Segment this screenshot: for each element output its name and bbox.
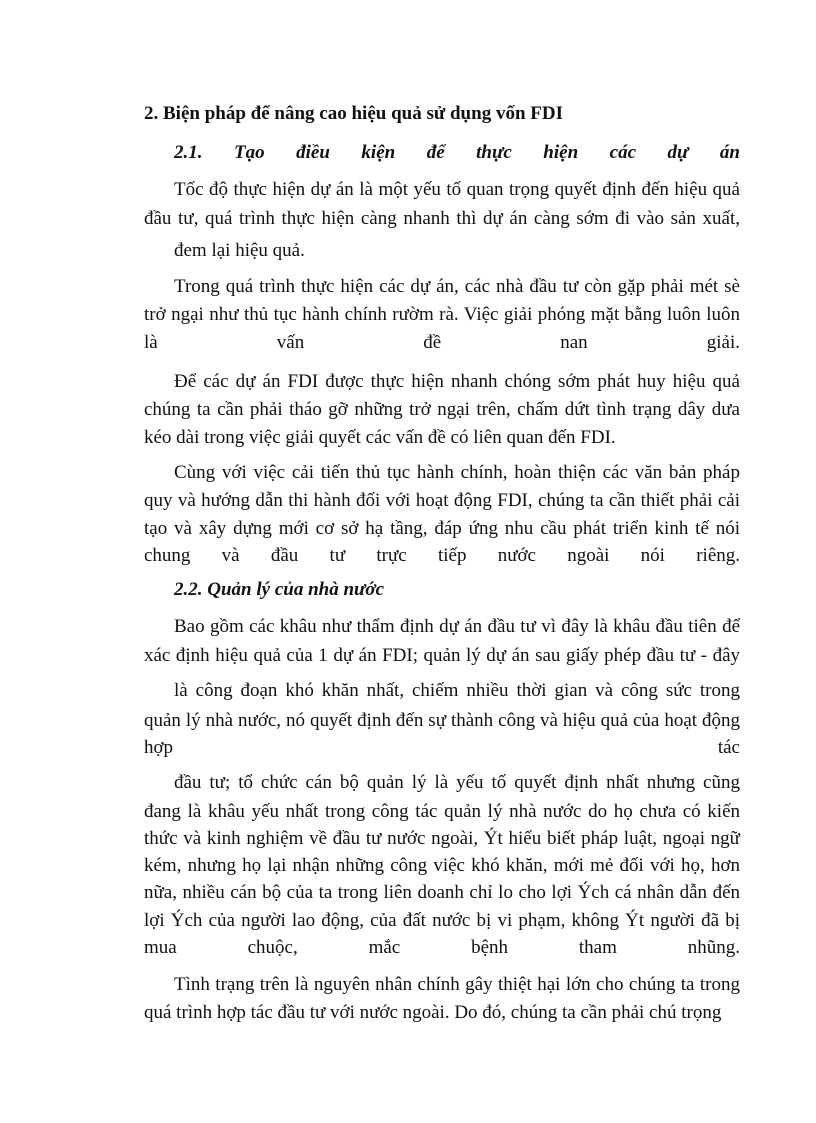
paragraph-line: thức và kinh nghiệm về đầu tư nước ngoài, Ýt hiểu biết pháp luật, ngoại ngữ <box>144 828 740 849</box>
paragraph-line: quá trình hợp tác đầu tư với nước ngoài. Do đó, chúng ta cần phải chú trọng <box>144 1002 722 1023</box>
paragraph-line: đầu tư; tổ chức cán bộ quản lý là yếu tố quyết định nhất nhưng cũng <box>174 772 740 793</box>
section-heading: 2. Biện pháp để nâng cao hiệu quả sử dụng vốn FDI <box>144 103 563 124</box>
paragraph-line: Cùng với việc cải tiến thủ tục hành chính, hoàn thiện các văn bản pháp <box>174 462 740 483</box>
paragraph-line: chung và đầu tư trực tiếp nước ngoài nói riêng. <box>144 545 740 566</box>
paragraph-line: Tình trạng trên là nguyên nhân chính gây thiệt hại lớn cho chúng ta trong <box>174 974 740 995</box>
paragraph-line: đem lại hiệu quả. <box>174 240 305 261</box>
paragraph-line: hợp tác <box>144 737 740 758</box>
paragraph-line: đầu tư, quá trình thực hiện càng nhanh thì dự án càng sớm đi vào sản xuất, <box>144 208 740 229</box>
paragraph-line: chúng ta cần phải tháo gỡ những trở ngại trên, chấm dứt tình trạng dây dưa <box>144 399 740 420</box>
paragraph-line: kéo dài trong việc giải quyết các vấn đề có liên quan đến FDI. <box>144 427 616 448</box>
subsection-heading-2-2: 2.2. Quản lý của nhà nước <box>174 579 385 600</box>
paragraph-line: xác định hiệu quả của 1 dự án FDI; quản lý dự án sau giấy phép đầu tư - đây <box>144 645 740 666</box>
paragraph-line: quy và hướng dẫn thi hành đối với hoạt động FDI, chúng ta cần thiết phải cải <box>144 490 740 511</box>
subsection-heading-2-1: 2.1. Tạo điều kiện để thực hiện các dự án <box>174 142 740 163</box>
paragraph-line: Trong quá trình thực hiện các dự án, các nhà đầu tư còn gặp phải mét sè <box>174 276 740 297</box>
paragraph-line: Tốc độ thực hiện dự án là một yếu tố quan trọng quyết định đến hiệu quả <box>174 179 740 200</box>
paragraph-line: đang là khâu yếu nhất trong công tác quản lý nhà nước do họ chưa có kiến <box>144 801 740 822</box>
paragraph-line: là vấn đề nan giải. <box>144 332 740 353</box>
paragraph-line: tạo và xây dựng mới cơ sở hạ tầng, đáp ứng nhu cầu phát triển kinh tế nói <box>144 518 740 539</box>
paragraph-line: mua chuộc, mắc bệnh tham nhũng. <box>144 937 740 958</box>
paragraph-line: Bao gồm các khâu như thẩm định dự án đầu tư vì đây là khâu đầu tiên để <box>174 616 740 637</box>
paragraph-line: trở ngại như thủ tục hành chính rườm rà. Việc giải phóng mặt bằng luôn luôn <box>144 304 740 325</box>
paragraph-line: Để các dự án FDI được thực hiện nhanh chóng sớm phát huy hiệu quả <box>174 371 740 392</box>
paragraph-line: là công đoạn khó khăn nhất, chiếm nhiều thời gian và công sức trong <box>174 680 740 701</box>
paragraph-line: kém, nhưng họ lại nhận những công việc khó khăn, mới mẻ đối với họ, hơn <box>144 855 740 876</box>
paragraph-line: lợi Ých của người lao động, của đất nước bị vi phạm, không Ýt người đã bị <box>144 910 740 931</box>
paragraph-line: nữa, nhiều cán bộ của ta trong liên doanh chỉ lo cho lợi Ých cá nhân dẫn đến <box>144 882 740 903</box>
paragraph-line: quản lý nhà nước, nó quyết định đến sự thành công và hiệu quả của hoạt động <box>144 710 740 731</box>
